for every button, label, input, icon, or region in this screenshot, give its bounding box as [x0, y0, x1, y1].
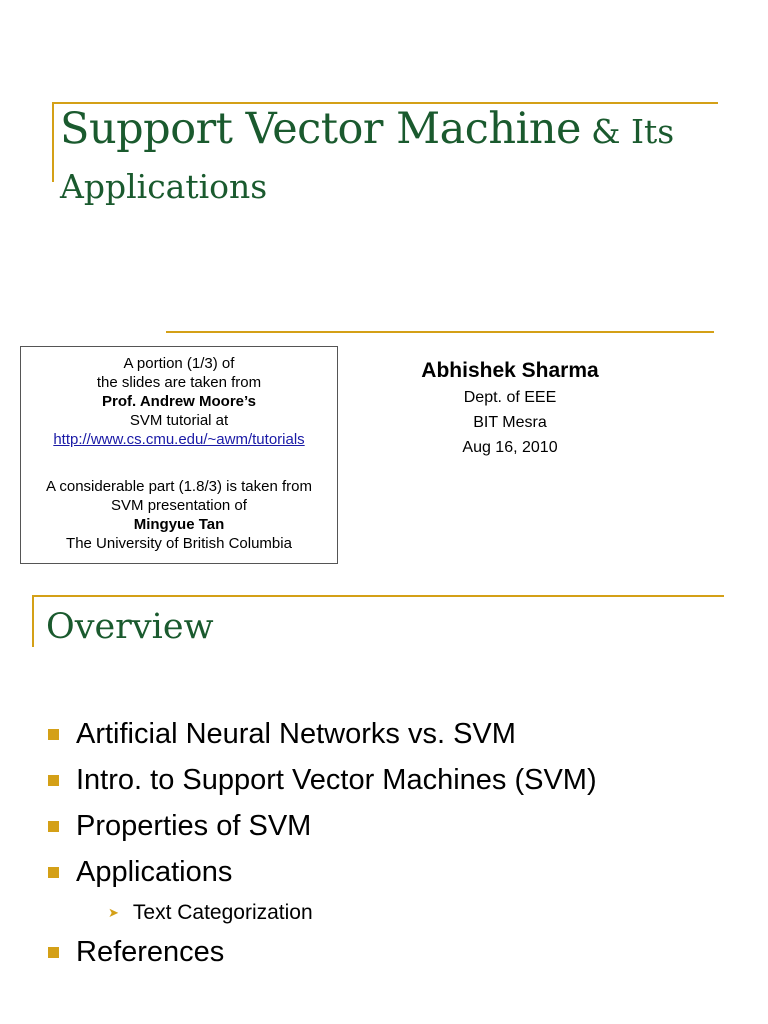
list-item: Artificial Neural Networks vs. SVM [48, 720, 516, 749]
author-institute: BIT Mesra [473, 414, 547, 431]
title-suffix-text: & Its [591, 112, 675, 151]
slide-title-heading [60, 104, 675, 154]
title-subtitle: Applications [60, 167, 268, 206]
credit-box [20, 346, 338, 564]
credit-line-6: SVM presentation of [111, 497, 247, 514]
sub-list-item: ➤ Text Categorization [108, 901, 313, 924]
author-date: Aug 16, 2010 [462, 439, 558, 456]
credit-line-8: The University of British Columbia [66, 535, 292, 552]
author-name: Abhishek Sharma [421, 359, 599, 382]
title-main-text: Support Vector Machine [60, 104, 581, 154]
credit-line-3: Prof. Andrew Moore’s [102, 393, 256, 410]
list-item: References [48, 938, 224, 967]
credit-line-2: the slides are taken from [96, 374, 262, 391]
credit-line-1: A portion (1/3) of [123, 355, 235, 372]
credit-line-7: Mingyue Tan [133, 516, 225, 533]
square-bullet-icon [48, 729, 59, 740]
arrow-bullet-icon: ➤ [108, 904, 119, 920]
square-bullet-icon [48, 947, 59, 958]
list-item: Applications [48, 858, 232, 887]
square-bullet-icon [48, 775, 59, 786]
tutorial-link[interactable]: http://www.cs.cmu.edu/~awm/tutorials [53, 431, 305, 448]
slide-overview [0, 590, 768, 1024]
list-item: Intro. to Support Vector Machines (SVM) [48, 766, 597, 795]
credit-line-5: A considerable part (1.8/3) is taken from [46, 478, 312, 495]
overview-frame-top-line [32, 595, 724, 597]
overview-title: Overview [46, 607, 214, 647]
square-bullet-icon [48, 867, 59, 878]
overview-frame-left-line [32, 595, 34, 647]
divider-line [166, 331, 714, 333]
credit-line-4: SVM tutorial at [129, 412, 229, 429]
list-item: Properties of SVM [48, 812, 311, 841]
square-bullet-icon [48, 821, 59, 832]
author-block [390, 357, 630, 460]
author-dept: Dept. of EEE [463, 389, 557, 406]
title-frame-left-line [52, 102, 54, 182]
